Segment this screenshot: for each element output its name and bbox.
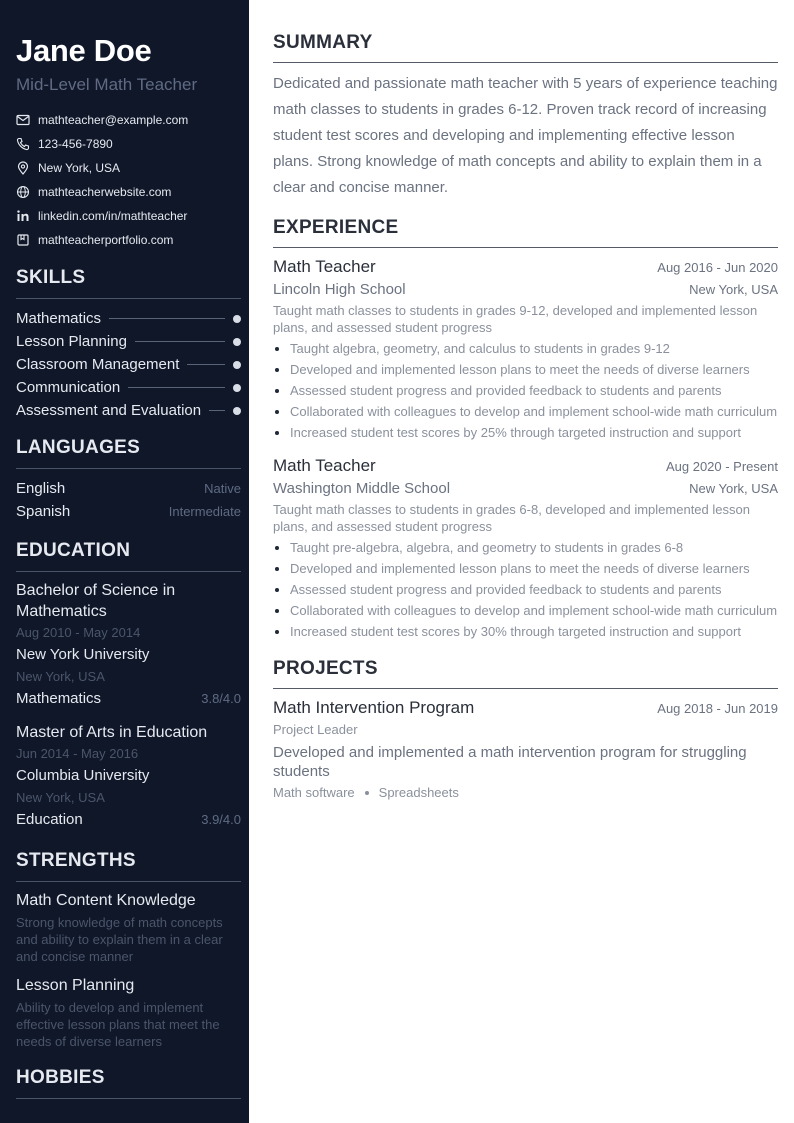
skill-line — [135, 341, 225, 342]
education-gpa: 3.9/4.0 — [201, 812, 241, 827]
strength-title: Math Content Knowledge — [16, 892, 196, 909]
hobbies-title: HOBBIES — [16, 1066, 241, 1099]
language-item — [16, 477, 241, 500]
skill-item — [16, 353, 241, 376]
skill-line — [187, 364, 225, 365]
education-degree: Master of Arts in Education — [16, 724, 208, 741]
candidate-name: Jane Doe — [16, 33, 152, 68]
tag-separator-icon — [365, 791, 369, 795]
strengths-section — [16, 849, 241, 1050]
skill-label: Lesson Planning — [16, 333, 127, 350]
education-school: New York University — [16, 646, 150, 663]
job-description: Taught math classes to students in grades 9-12, developed and implemented lesson plans, and assessed student progress — [273, 303, 758, 335]
strength-item — [16, 890, 241, 965]
education-degree: Bachelor of Science in Mathematics — [16, 582, 176, 620]
experience-title: EXPERIENCE — [273, 217, 778, 248]
skill-item — [16, 376, 241, 399]
skill-label: Mathematics — [16, 310, 102, 327]
contact-linkedin[interactable] — [16, 204, 241, 228]
job-bullet: Increased student test scores by 25% through targeted instruction and support — [273, 424, 778, 441]
skill-dot-icon — [233, 407, 241, 415]
skills-title: SKILLS — [16, 266, 241, 299]
strength-desc: Ability to develop and implement effective lesson plans that meet the needs of diverse learners — [16, 1000, 220, 1049]
job-item — [273, 455, 778, 640]
education-location: New York, USA — [16, 790, 105, 805]
education-field-row — [16, 688, 241, 710]
project-tag: Math software — [273, 785, 355, 800]
languages-title: LANGUAGES — [16, 436, 241, 469]
skill-line — [128, 387, 225, 388]
contact-location-text: New York, USA — [38, 161, 121, 175]
education-item — [16, 722, 241, 831]
job-description: Taught math classes to students in grades 6-8, developed and implemented lesson plans, and assessed student progress — [273, 502, 750, 534]
job-header — [273, 455, 778, 477]
contact-list — [16, 108, 241, 252]
phone-icon — [16, 137, 30, 151]
skill-label: Communication — [16, 379, 121, 396]
project-title: Math Intervention Program — [273, 698, 475, 717]
education-item — [16, 580, 241, 710]
candidate-role: Mid-Level Math Teacher — [16, 75, 198, 94]
language-item — [16, 500, 241, 523]
contact-email[interactable] — [16, 108, 241, 132]
education-field: Education — [16, 811, 83, 828]
job-company-row — [273, 278, 778, 302]
education-field-row — [16, 809, 241, 831]
job-location: New York, USA — [689, 481, 778, 496]
skill-dot-icon — [233, 384, 241, 392]
skill-dot-icon — [233, 361, 241, 369]
job-bullet: Taught algebra, geometry, and calculus to students in grades 9-12 — [273, 340, 778, 357]
job-item — [273, 256, 778, 441]
contact-linkedin-text: linkedin.com/in/mathteacher — [38, 209, 188, 223]
job-bullet: Collaborated with colleagues to develop and implement school-wide math curriculum — [273, 403, 778, 420]
skill-dot-icon — [233, 338, 241, 346]
contact-website[interactable] — [16, 180, 241, 204]
skill-label: Assessment and Evaluation — [16, 402, 202, 419]
skill-line — [109, 318, 225, 319]
email-icon — [16, 113, 30, 127]
summary-section — [273, 32, 778, 201]
skill-item — [16, 399, 241, 422]
strength-title: Lesson Planning — [16, 977, 135, 994]
projects-section — [273, 658, 778, 800]
education-school: Columbia University — [16, 767, 150, 784]
project-header — [273, 697, 778, 719]
language-name: Spanish — [16, 503, 71, 520]
job-bullets — [273, 340, 778, 441]
education-gpa: 3.8/4.0 — [201, 691, 241, 706]
experience-section — [273, 217, 778, 640]
job-bullet: Increased student test scores by 30% through targeted instruction and support — [273, 623, 778, 640]
contact-phone-text: 123-456-7890 — [38, 137, 113, 151]
education-section — [16, 539, 241, 831]
hobbies-section — [16, 1066, 241, 1099]
languages-section — [16, 436, 241, 523]
language-level: Intermediate — [168, 504, 241, 519]
linkedin-icon — [16, 209, 30, 223]
job-location: New York, USA — [689, 282, 778, 297]
job-bullet: Assessed student progress and provided feedback to students and parents — [273, 581, 778, 598]
job-bullet: Taught pre-algebra, algebra, and geometry to students in grades 6-8 — [273, 539, 778, 556]
education-title: EDUCATION — [16, 539, 241, 572]
education-dates: Jun 2014 - May 2016 — [16, 746, 139, 761]
skill-line — [209, 410, 225, 411]
job-company: Lincoln High School — [273, 281, 406, 298]
contact-portfolio-text: mathteacherportfolio.com — [38, 233, 174, 247]
job-bullet: Collaborated with colleagues to develop and implement school-wide math curriculum — [273, 602, 778, 619]
main-content — [273, 32, 778, 800]
language-name: English — [16, 480, 66, 497]
portfolio-icon — [16, 233, 30, 247]
summary-title: SUMMARY — [273, 32, 778, 63]
skill-item — [16, 330, 241, 353]
job-header — [273, 256, 778, 278]
projects-title: PROJECTS — [273, 658, 778, 689]
job-bullet: Developed and implemented lesson plans to meet the needs of diverse learners — [273, 560, 778, 577]
job-dates: Aug 2020 - Present — [665, 459, 778, 474]
job-title: Math Teacher — [273, 456, 376, 475]
project-item — [273, 697, 778, 800]
education-field: Mathematics — [16, 690, 102, 707]
job-company-row — [273, 477, 778, 501]
strength-desc: Strong knowledge of math concepts and ability to explain them in a clear and concise manner — [16, 915, 223, 964]
education-dates: Aug 2010 - May 2014 — [16, 625, 141, 640]
sidebar — [0, 0, 249, 1123]
project-role: Project Leader — [273, 722, 358, 737]
contact-email-text: mathteacher@example.com — [38, 113, 189, 127]
language-level: Native — [204, 481, 241, 496]
project-tags — [273, 785, 778, 800]
project-dates: Aug 2018 - Jun 2019 — [657, 701, 778, 716]
job-bullet: Assessed student progress and provided feedback to students and parents — [273, 382, 778, 399]
contact-website-text: mathteacherwebsite.com — [38, 185, 172, 199]
job-bullets — [273, 539, 778, 640]
globe-icon — [16, 185, 30, 199]
job-dates: Aug 2016 - Jun 2020 — [657, 260, 778, 275]
project-description: Developed and implemented a math intervention program for struggling students — [273, 744, 747, 780]
location-icon — [16, 161, 30, 175]
job-bullet: Developed and implemented lesson plans to meet the needs of diverse learners — [273, 361, 778, 378]
skill-dot-icon — [233, 315, 241, 323]
skill-item — [16, 307, 241, 330]
contact-phone[interactable] — [16, 132, 241, 156]
strengths-title: STRENGTHS — [16, 849, 241, 882]
contact-portfolio[interactable] — [16, 228, 241, 252]
contact-location — [16, 156, 241, 180]
project-tag: Spreadsheets — [378, 785, 459, 800]
skills-section — [16, 266, 241, 422]
job-title: Math Teacher — [273, 257, 376, 276]
skill-label: Classroom Management — [16, 356, 180, 373]
summary-text: Dedicated and passionate math teacher with 5 years of experience teaching math classes to students in grades 6-12. Proven track record of increasing student test scores and developing and implementing effective lesson plans. Strong knowledge of math concepts and ability to explain them in a clear and concise manner. — [273, 75, 778, 196]
strength-item — [16, 975, 241, 1050]
job-company: Washington Middle School — [273, 480, 451, 497]
education-location: New York, USA — [16, 669, 105, 684]
